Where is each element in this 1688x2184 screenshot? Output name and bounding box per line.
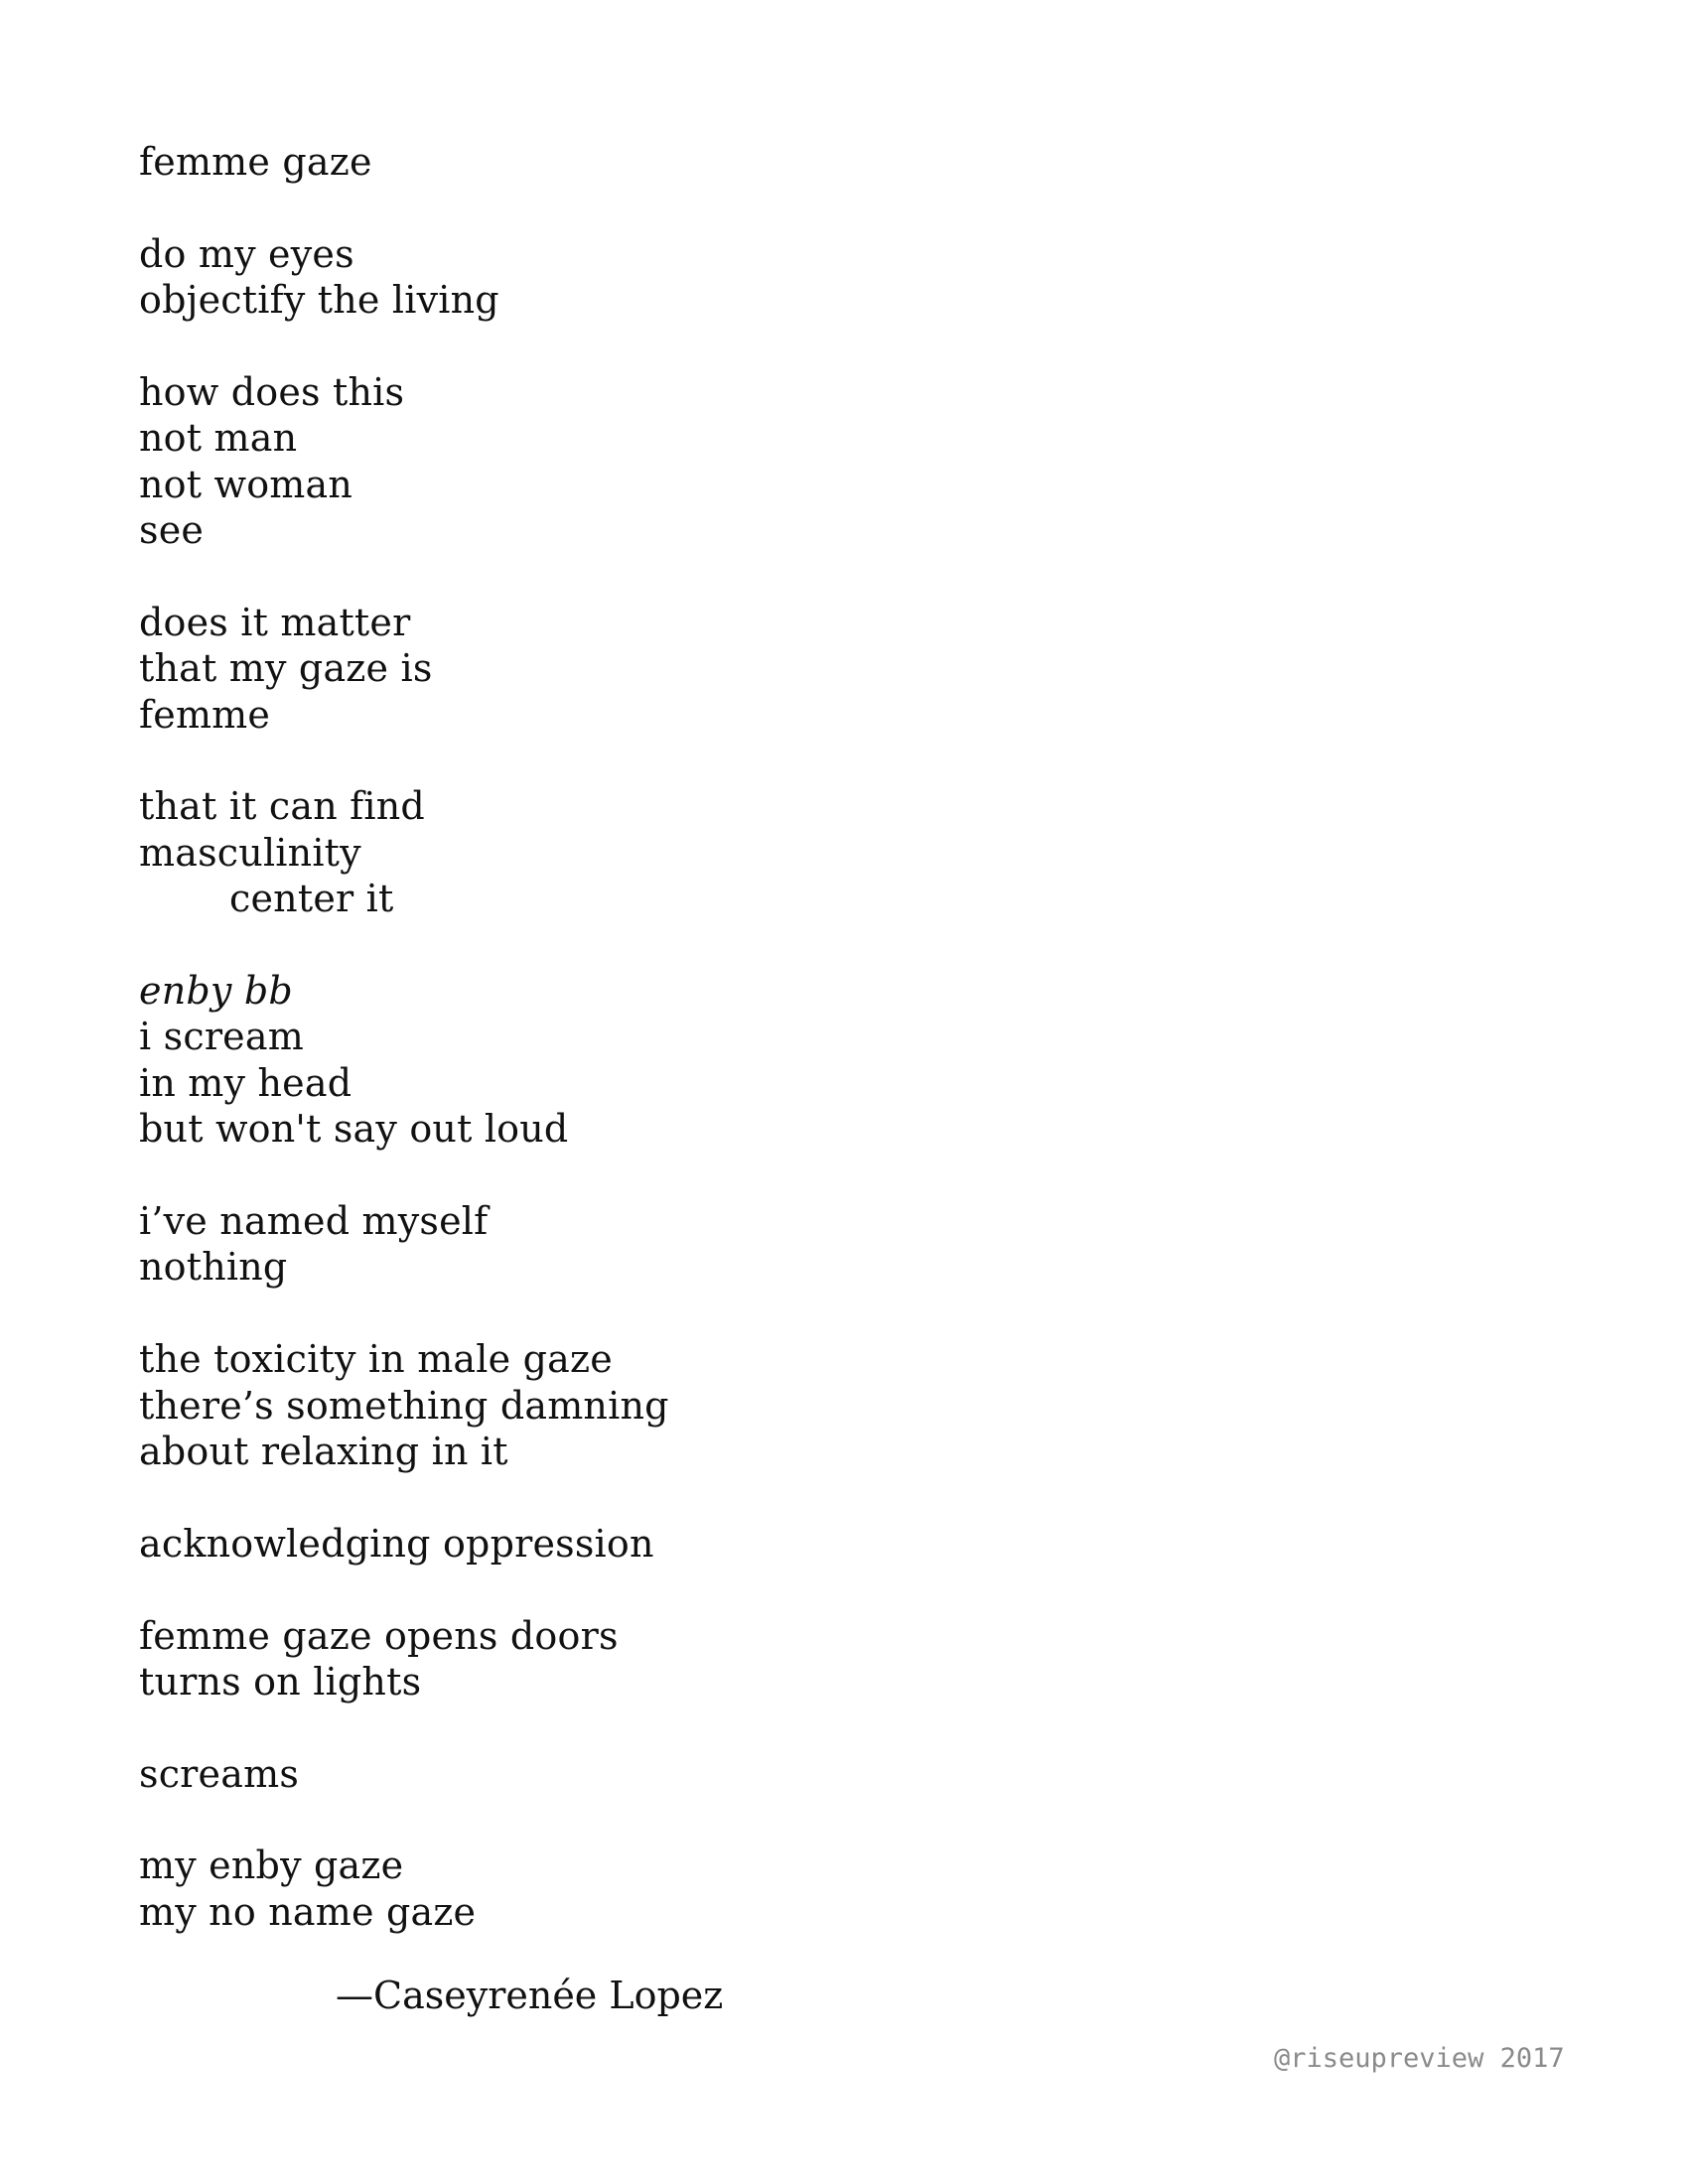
poem-line: femme: [139, 692, 271, 737]
stanza-10: [139, 1751, 1430, 1797]
stanza-5: [139, 968, 1430, 1153]
stanza-gap: [139, 324, 1430, 369]
poem-line: not man: [139, 416, 298, 461]
poem-line: my enby gaze: [139, 1843, 404, 1888]
poem-line: the toxicity in male gaze: [139, 1337, 613, 1382]
stanza-gap: [139, 1797, 1430, 1843]
stanza-gap: [139, 738, 1430, 783]
poem-line: but won't say out loud: [139, 1107, 569, 1152]
poem-line: acknowledging oppression: [139, 1521, 654, 1566]
stanza-gap: [139, 1474, 1430, 1520]
poem-line: femme gaze opens doors: [139, 1613, 619, 1658]
stanza-8: [139, 1521, 1430, 1567]
poem-line: see: [139, 508, 205, 553]
stanza-6: [139, 1198, 1430, 1291]
poem-line: in my head: [139, 1060, 352, 1105]
poem-line: that it can find: [139, 784, 425, 829]
stanza-gap: [139, 185, 1430, 230]
poem-line: not woman: [139, 462, 353, 506]
stanza-gap: [139, 922, 1430, 968]
poem-line: objectify the living: [139, 278, 499, 323]
stanza-4: [139, 783, 1430, 921]
poem-line: that my gaze is: [139, 646, 433, 691]
poem-line-italic: enby bb: [139, 969, 293, 1014]
stanza-gap: [139, 554, 1430, 600]
author-byline: —Caseyrenée Lopez: [336, 1974, 724, 2017]
poem-line-indented: center it: [229, 877, 394, 921]
poem-line: my no name gaze: [139, 1889, 477, 1934]
stanza-11: [139, 1843, 1430, 1935]
stanza-2: [139, 369, 1430, 554]
stanza-7: [139, 1336, 1430, 1474]
stanza-gap: [139, 1153, 1430, 1198]
poem-line: i’ve named myself: [139, 1198, 489, 1243]
stanza-gap: [139, 1705, 1430, 1750]
stanza-1: [139, 231, 1430, 324]
poem-line: how does this: [139, 369, 405, 414]
stanza-gap: [139, 1291, 1430, 1336]
poem-title: femme gaze: [139, 140, 372, 184]
poem-line: about relaxing in it: [139, 1429, 508, 1473]
poem-line: nothing: [139, 1245, 288, 1290]
poem-line: do my eyes: [139, 231, 354, 276]
poem-line: there’s something damning: [139, 1383, 669, 1428]
stanza-9: [139, 1613, 1430, 1706]
poem-line: masculinity: [139, 830, 361, 875]
poem: [139, 139, 1430, 1935]
stanza-3: [139, 600, 1430, 738]
poem-line: turns on lights: [139, 1659, 422, 1704]
poem-line: does it matter: [139, 600, 411, 644]
stanza-gap: [139, 1567, 1430, 1612]
poem-line: screams: [139, 1751, 300, 1796]
poem-line: i scream: [139, 1015, 304, 1059]
publication-credit: @riseupreview 2017: [1274, 2043, 1565, 2074]
